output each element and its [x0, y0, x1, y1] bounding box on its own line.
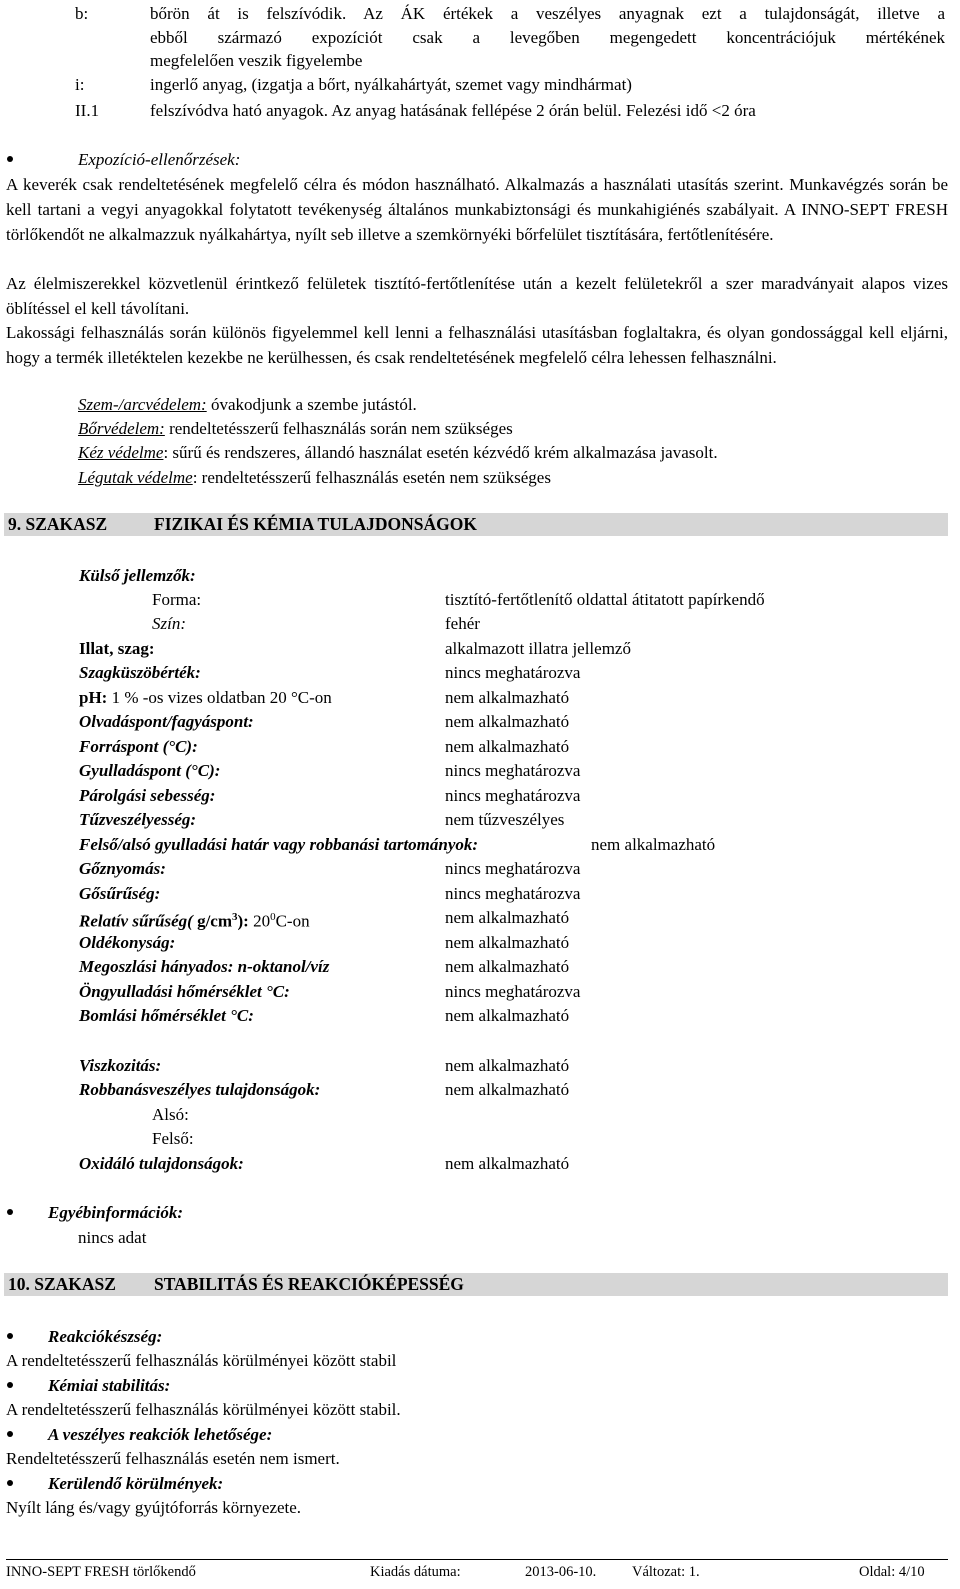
- page-footer: [6, 1559, 948, 1582]
- section-9-header: [4, 513, 948, 536]
- gyull-label: Gyulladáspont (°C):: [79, 761, 221, 780]
- szin-value: fehér: [445, 614, 480, 633]
- felso2-label: Felső:: [152, 1129, 194, 1148]
- megosz-value: nem alkalmazható: [445, 957, 570, 976]
- bullet-icon: [7, 1209, 13, 1215]
- conditions-to-avoid-heading: Kerülendő körülmények:: [48, 1474, 224, 1493]
- hand-protection-value: : sűrű és rendszeres, állandó használat esetén kézvédő krém alkalmazása javasolt.: [163, 443, 718, 462]
- exposure-heading: Expozíció-ellenőrzések:: [78, 150, 241, 169]
- reactivity-text: A rendeltetésszerű felhasználás körülményei között stabil: [6, 1351, 397, 1370]
- rel-label-e: C-on: [275, 911, 310, 931]
- b-label: b:: [75, 4, 89, 23]
- footer-product: INNO-SEPT FRESH törlőkendő: [6, 1564, 196, 1580]
- rel-label: [79, 907, 310, 932]
- rel-label-a: Relatív sűrűség(: [79, 911, 193, 931]
- rel-label-d: 20: [248, 911, 271, 931]
- bullet-icon: [7, 1431, 13, 1437]
- exposure-paragraph-3: Lakossági felhasználás során különös figyelemmel kell lenni a felhasználási utasításban foglaltakra, és olyan gondossággal kell eljárni, hogy a termék illetéktelen kezekbe ne kerülhessen, és csak rendeltetésének megfelelő célra lehessen felhasználni.: [6, 323, 948, 367]
- gozs-value: nincs meghatározva: [445, 884, 581, 903]
- section-10-title: STABILITÁS ÉS REAKCIÓKÉPESSÉG: [154, 1274, 464, 1294]
- olvad-label: Olvadáspont/fagyáspont:: [79, 712, 254, 731]
- footer-issue-label: Kiadás dátuma:: [370, 1564, 461, 1580]
- footer-issue-date: 2013-06-10.: [525, 1564, 597, 1580]
- ph-label-rest: 1 % -os vizes oldatban 20 °C-on: [107, 688, 332, 707]
- bullet-icon: [7, 1382, 13, 1388]
- parolg-value: nincs meghatározva: [445, 786, 581, 805]
- szin-label: Szín:: [152, 614, 186, 633]
- other-info-heading: Egyébinformációk:: [48, 1203, 184, 1222]
- robb-value: nem alkalmazható: [445, 1080, 570, 1099]
- exposure-paragraph-2: Az élelmiszerekkel közvetlenül érintkező felületek tisztító-fertőtlenítése után a kezelt felületekről a szer maradványait alapos vizes öblítéssel el kell távolítani.: [6, 274, 948, 318]
- chemical-stability-heading: Kémiai stabilitás:: [48, 1376, 171, 1395]
- gozs-label: Gősűrűség:: [79, 884, 161, 903]
- oxid-value: nem alkalmazható: [445, 1154, 570, 1173]
- eye-protection: [78, 394, 417, 415]
- tuz-value: nem tűzveszélyes: [445, 810, 565, 829]
- forma-value: tisztító-fertőtlenítő oldattal átitatott papírkendő: [445, 590, 765, 609]
- visz-value: nem alkalmazható: [445, 1056, 570, 1075]
- oldek-value: nem alkalmazható: [445, 933, 570, 952]
- ongy-value: nincs meghatározva: [445, 982, 581, 1001]
- bullet-icon: [7, 1480, 13, 1486]
- footer-page: Oldal: 4/10: [859, 1564, 925, 1580]
- gyull-value: nincs meghatározva: [445, 761, 581, 780]
- rel-label-c: ):: [237, 911, 249, 931]
- szag-label: Szagküszöbérték:: [79, 663, 201, 682]
- ii-line: felszívódva ható anyagok. Az anyag hatásának fellépése 2 órán belül. Felezési idő <2 óra: [150, 101, 756, 120]
- parolg-label: Párolgási sebesség:: [79, 786, 216, 805]
- rel-label-b: g/cm: [192, 911, 232, 931]
- felso-value: nem alkalmazható: [591, 835, 716, 854]
- hazardous-reactions-text: Rendeltetésszerű felhasználás esetén nem ismert.: [6, 1449, 340, 1468]
- exposure-paragraph-1: A keverék csak rendeltetésének megfelelő célra és módon használható. Alkalmazás a használati utasítás szerint. Munkavégzés során be kell tartani a vegyi anyagokkal folytatott tevékenység általános munkabiztonsági és munkahigiénés szabályait. A INNO-SEPT FRESH törlőkendőt ne alkalmazzuk nyálkahártya, nyílt seb illetve a szemkörnyéki bőrfelület tisztítására, fertőtlenítésére.: [6, 175, 948, 244]
- illat-value: alkalmazott illatra jellemző: [445, 639, 631, 658]
- eye-protection-value: óvakodjunk a szembe jutástól.: [206, 395, 417, 414]
- ph-value: nem alkalmazható: [445, 688, 570, 707]
- olvad-value: nem alkalmazható: [445, 712, 570, 731]
- section-10-number: 10. SZAKASZ: [8, 1274, 116, 1294]
- gozny-value: nincs meghatározva: [445, 859, 581, 878]
- section-9-title: FIZIKAI ÉS KÉMIA TULAJDONSÁGOK: [154, 514, 478, 534]
- hazardous-reactions-heading: A veszélyes reakciók lehetősége:: [48, 1425, 273, 1444]
- respiratory-protection-label: Légutak védelme: [78, 468, 193, 487]
- tuz-label: Tűzveszélyesség:: [79, 810, 197, 829]
- b-line3: megfelelően veszik figyelembe: [150, 51, 363, 70]
- boml-label: Bomlási hőmérséklet °C:: [79, 1006, 254, 1025]
- ongy-label: Öngyulladási hőmérséklet °C:: [79, 982, 290, 1001]
- other-info-value: nincs adat: [78, 1228, 147, 1247]
- chemical-stability-text: A rendeltetésszerű felhasználás körülményei között stabil.: [6, 1400, 401, 1419]
- rel-value: nem alkalmazható: [445, 908, 570, 927]
- felso-label: Felső/alsó gyulladási határ vagy robbanási tartományok:: [79, 835, 479, 854]
- forras-label: Forráspont (°C):: [79, 737, 198, 756]
- respiratory-protection: [78, 467, 551, 488]
- szag-value: nincs meghatározva: [445, 663, 581, 682]
- gozny-label: Gőznyomás:: [79, 859, 166, 878]
- external-heading: Külső jellemzők:: [79, 566, 196, 585]
- bullet-icon: [7, 1333, 13, 1339]
- i-label: i:: [75, 75, 85, 94]
- illat-label: Illat, szag:: [79, 639, 155, 658]
- ph-label: [79, 687, 332, 708]
- rel-label-sup: 3: [232, 911, 238, 923]
- megosz-label: Megoszlási hányados: n-oktanol/víz: [79, 957, 330, 976]
- section-10-header: [4, 1273, 948, 1296]
- i-line: ingerlő anyag, (izgatja a bőrt, nyálkahártyát, szemet vagy mindhármat): [150, 75, 632, 94]
- skin-protection-value: rendeltetésszerű felhasználás során nem szükséges: [164, 419, 513, 438]
- eye-protection-label: Szem-/arcvédelem:: [78, 395, 207, 414]
- ph-label-bold: pH:: [79, 688, 108, 707]
- skin-protection: [78, 418, 513, 439]
- bullet-icon: [7, 156, 13, 162]
- rel-label-sup2: 0: [270, 911, 276, 923]
- oldek-label: Oldékonyság:: [79, 933, 176, 952]
- hand-protection-label: Kéz védelme: [78, 443, 164, 462]
- oxid-label: Oxidáló tulajdonságok:: [79, 1154, 244, 1173]
- skin-protection-label: Bőrvédelem:: [78, 419, 165, 438]
- reactivity-heading: Reakciókészség:: [48, 1327, 163, 1346]
- conditions-to-avoid-text: Nyílt láng és/vagy gyújtóforrás környezete.: [6, 1498, 302, 1517]
- respiratory-protection-value: : rendeltetésszerű felhasználás esetén nem szükséges: [192, 468, 551, 487]
- visz-label: Viszkozitás:: [79, 1056, 162, 1075]
- section-9-number: 9. SZAKASZ: [8, 514, 108, 534]
- ii-label: II.1: [75, 101, 100, 120]
- footer-version: Változat: 1.: [632, 1564, 700, 1580]
- hand-protection: [78, 442, 718, 463]
- b-line2: ebből származó expozíciót csak a levegőben megengedett koncentrációjuk mértékének: [150, 28, 945, 47]
- forma-label: Forma:: [152, 590, 202, 609]
- boml-value: nem alkalmazható: [445, 1006, 570, 1025]
- forras-value: nem alkalmazható: [445, 737, 570, 756]
- robb-label: Robbanásveszélyes tulajdonságok:: [79, 1080, 321, 1099]
- also-label: Alsó:: [152, 1105, 189, 1124]
- b-line1: bőrön át is felszívódik. Az ÁK értékek a veszélyes anyagnak ezt a tulajdonságát, illetve a: [150, 4, 945, 23]
